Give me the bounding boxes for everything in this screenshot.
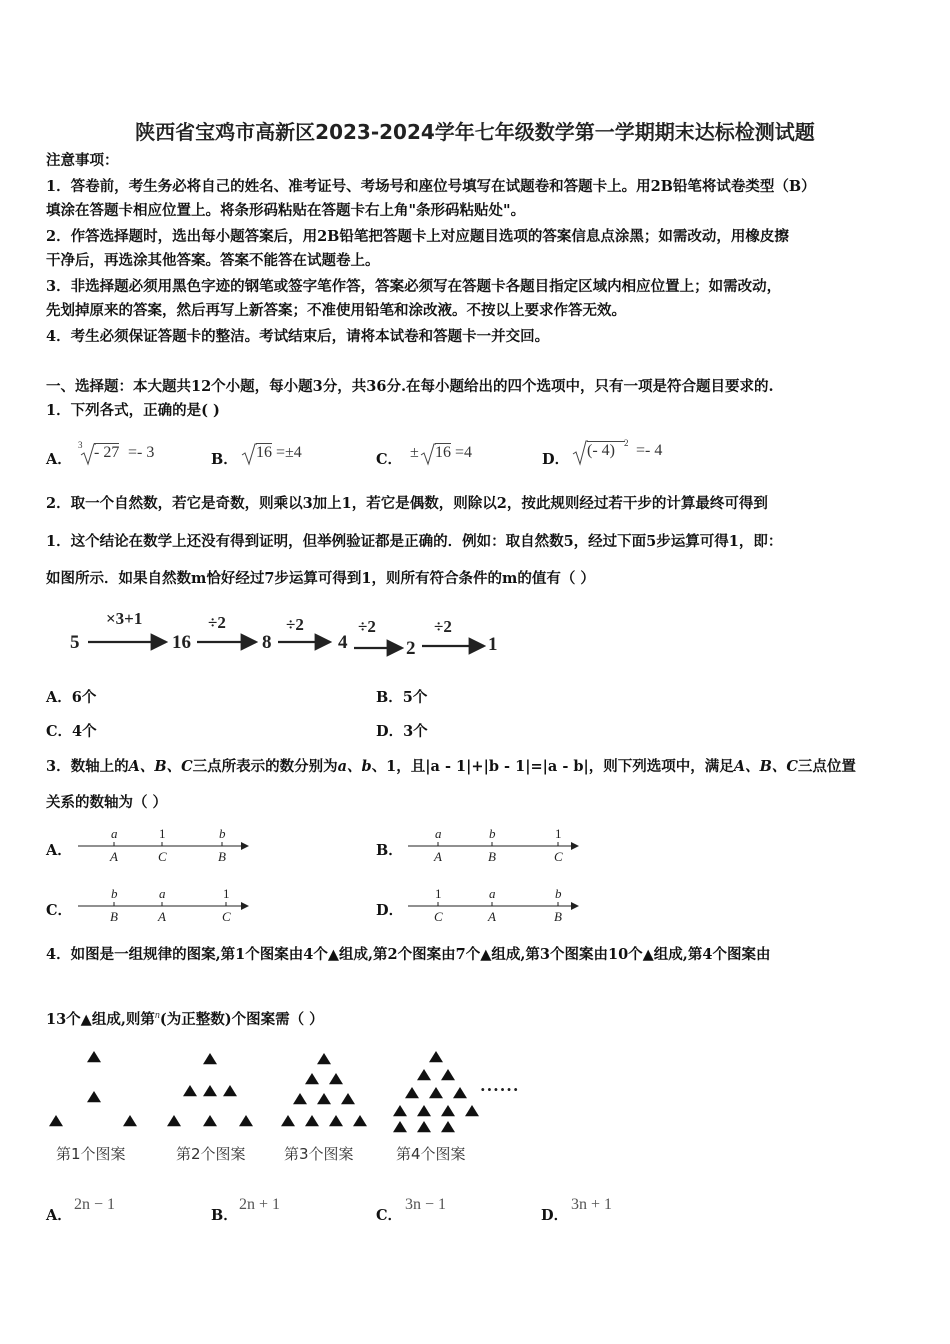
number-line-point: C xyxy=(158,849,167,864)
number-line-point: A xyxy=(110,849,118,864)
triangle-icon xyxy=(441,1069,455,1080)
q4-line1: 4．如图是一组规律的图案,第1个图案由4个▲组成,第2个图案由7个▲组成,第3个图案由10个▲组成,第4个图案由 xyxy=(46,946,771,963)
triangle-icon xyxy=(429,1087,443,1098)
triangle-icon xyxy=(293,1093,307,1104)
q4-caption-4: 第4个图案 xyxy=(396,1145,466,1163)
number-line-point: A xyxy=(158,909,166,924)
number-line-point: C xyxy=(434,909,443,924)
notice-line: 3．非选择题必须用黑色字迹的钢笔或签字笔作答，答案必须写在答题卡各题目指定区域内相应位置上；如需改动， xyxy=(46,278,782,295)
q1-option-c-result: =4 xyxy=(455,444,473,461)
notice-line: 先划掉原来的答案，然后再写上新答案；不准使用铅笔和涂改液。不按以上要求作答无效。 xyxy=(46,302,626,319)
q1-stem: 1．下列各式，正确的是( ) xyxy=(46,402,220,419)
triangle-icon xyxy=(87,1091,101,1102)
radical-sign-icon xyxy=(241,442,257,466)
q4-caption-3: 第3个图案 xyxy=(284,1145,354,1163)
triangle-icon xyxy=(429,1051,443,1062)
q2-line: 如图所示．如果自然数m恰好经过7步运算可得到1，则所有符合条件的m的值有（ ） xyxy=(46,570,595,587)
q4-option-c-expr: 3n − 1 xyxy=(405,1196,447,1213)
q2-option-a: A．6个 xyxy=(46,689,97,706)
notice-line: 2．作答选择题时，选出每小题答案后，用2B铅笔把答题卡上对应题目选项的答案信息点涂黑；如需改动，用橡皮擦 xyxy=(46,228,789,245)
triangle-icon xyxy=(393,1105,407,1116)
q4-text: 13个▲组成,则第 xyxy=(46,1010,155,1028)
q1-option-b-label: B． xyxy=(211,451,238,468)
triangle-icon xyxy=(317,1093,331,1104)
q3-condition: 、1，且|a - 1|+|b - 1|=|a - b|，则下列选项中，满足 xyxy=(371,758,734,775)
triangle-icon xyxy=(441,1105,455,1116)
radical-sign-icon xyxy=(420,442,436,466)
notice-line: 干净后，再选涂其他答案。答案不能答在试题卷上。 xyxy=(46,252,380,269)
q3-line1 xyxy=(46,757,856,777)
number-line-point: B xyxy=(488,849,496,864)
q3-numberline-d xyxy=(400,882,600,928)
q2-line: 1．这个结论在数学上还没有得到证明，但举例验证都是正确的．例如：取自然数5，经过下面5步运算可得1，即： xyxy=(46,533,783,550)
chain-number: 2 xyxy=(406,638,416,659)
number-line-value: a xyxy=(159,886,166,901)
q4-option-a-expr: 2n − 1 xyxy=(74,1196,116,1213)
triangle-icon xyxy=(393,1121,407,1132)
chain-number: 4 xyxy=(338,632,348,653)
number-line-value: 1 xyxy=(435,886,442,901)
q4-option-b-expr: 2n + 1 xyxy=(239,1196,281,1213)
chain-number: 1 xyxy=(488,634,498,655)
number-line-value: a xyxy=(435,826,442,841)
number-line-value: b xyxy=(489,826,496,841)
q3-option-b-label: B． xyxy=(376,842,403,859)
q1-option-d-label: D． xyxy=(542,451,570,468)
q3-option-d-label: D． xyxy=(376,902,404,919)
chain-operation: ÷2 xyxy=(358,617,376,636)
q3-text: 3．数轴上的 xyxy=(46,758,129,775)
q2-option-b: B．5个 xyxy=(376,689,428,706)
triangle-icon xyxy=(239,1115,253,1126)
q1-option-c-radicand: 16 xyxy=(435,444,451,461)
q1-option-a-label: A． xyxy=(46,451,72,468)
triangle-icon xyxy=(405,1087,419,1098)
triangle-icon xyxy=(441,1121,455,1132)
q2-option-c: C．4个 xyxy=(46,723,97,740)
triangle-icon xyxy=(329,1073,343,1084)
triangle-icon xyxy=(305,1115,319,1126)
q1-option-c-label: C． xyxy=(376,451,403,468)
number-line-value: b xyxy=(555,886,562,901)
triangle-icon xyxy=(353,1115,367,1126)
q4-variable: n xyxy=(154,1010,160,1021)
notice-line: 填涂在答题卡相应位置上。将条形码粘贴在答题卡右上角"条形码粘贴处"。 xyxy=(46,202,526,219)
number-line-point: B xyxy=(218,849,226,864)
triangle-icon xyxy=(167,1115,181,1126)
triangle-icon xyxy=(317,1053,331,1064)
q4-option-d-expr: 3n + 1 xyxy=(571,1196,613,1213)
q3-numberline-c xyxy=(70,882,270,928)
notice-line: 1．答卷前，考生务必将自己的姓名、准考证号、考场号和座位号填写在试题卷和答题卡上。用2B铅笔将试卷类型（B） xyxy=(46,178,816,195)
q3-numberline-b xyxy=(400,822,600,868)
q1-option-d-result: =- 4 xyxy=(636,442,663,459)
q1-option-a-index: 3 xyxy=(78,440,83,450)
triangle-icon xyxy=(49,1115,63,1126)
number-line-value: a xyxy=(489,886,496,901)
q3-text: 三点位置 xyxy=(797,758,856,775)
q4-caption-1: 第1个图案 xyxy=(56,1145,126,1163)
number-line-point: A xyxy=(488,909,496,924)
section-heading: 一、选择题：本大题共12个小题，每小题3分，共36分.在每小题给出的四个选项中，只有一项是符合题目要求的. xyxy=(46,378,774,395)
number-line-value: b xyxy=(111,886,118,901)
q1-option-d-radicand: (- 4) xyxy=(587,441,625,460)
q4-text: (为正整数)个图案需（ ） xyxy=(159,1010,324,1028)
q1-option-a-result: =- 3 xyxy=(128,444,155,461)
number-line-value: a xyxy=(111,826,118,841)
triangle-icon xyxy=(203,1115,217,1126)
triangle-icon xyxy=(417,1105,431,1116)
q2-option-d: D．3个 xyxy=(376,723,428,740)
number-line-point: B xyxy=(554,909,562,924)
q3-vars: a、b xyxy=(337,758,372,775)
number-line-point: C xyxy=(554,849,563,864)
q2-operation-chain xyxy=(60,610,520,662)
number-line-value: b xyxy=(219,826,226,841)
q4-option-b-label: B． xyxy=(211,1207,238,1224)
triangle-icon xyxy=(203,1085,217,1096)
chain-operation: ÷2 xyxy=(208,613,226,632)
triangle-icon xyxy=(329,1115,343,1126)
q4-ellipsis: ······ xyxy=(480,1080,520,1099)
q1-option-a-radicand: - 27 xyxy=(94,444,120,461)
number-line-value: 1 xyxy=(159,826,166,841)
number-line-point: A xyxy=(434,849,442,864)
radical-sign-icon xyxy=(572,440,588,466)
q4-option-a-label: A． xyxy=(46,1207,72,1224)
q3-text: 三点所表示的数分别为 xyxy=(192,758,338,775)
chain-number: 8 xyxy=(262,632,272,653)
q4-line2 xyxy=(46,1006,324,1030)
q3-line2: 关系的数轴为（ ） xyxy=(46,794,168,811)
notice-line: 4．考生必须保证答题卡的整洁。考试结束后，请将本试卷和答题卡一并交回。 xyxy=(46,328,550,345)
q1-option-d-exponent: 2 xyxy=(624,438,629,448)
q2-line: 2．取一个自然数，若它是奇数，则乘以3加上1，若它是偶数，则除以2，按此规则经过若干步的计算最终可得到 xyxy=(46,495,768,512)
number-line-value: 1 xyxy=(555,826,562,841)
q3-points: A、B、C xyxy=(733,758,798,775)
triangle-icon xyxy=(123,1115,137,1126)
q1-option-c-sign: ± xyxy=(410,444,419,461)
chain-operation: ×3+1 xyxy=(106,610,143,628)
q3-option-a-label: A． xyxy=(46,842,72,859)
chain-number: 16 xyxy=(172,632,191,653)
q3-numberline-a xyxy=(70,822,270,868)
chain-number: 5 xyxy=(70,632,80,653)
q4-option-c-label: C． xyxy=(376,1207,403,1224)
triangle-icon xyxy=(203,1053,217,1064)
triangle-icon xyxy=(305,1073,319,1084)
q1-option-b-result: =±4 xyxy=(276,444,302,461)
q3-option-c-label: C． xyxy=(46,902,73,919)
triangle-icon xyxy=(281,1115,295,1126)
triangle-icon xyxy=(417,1069,431,1080)
notice-heading: 注意事项： xyxy=(46,152,119,169)
chain-operation: ÷2 xyxy=(286,615,304,634)
q4-option-d-label: D． xyxy=(541,1207,569,1224)
number-line-point: C xyxy=(222,909,231,924)
q4-caption-2: 第2个图案 xyxy=(176,1145,246,1163)
number-line-value: 1 xyxy=(223,886,230,901)
triangle-icon xyxy=(341,1093,355,1104)
triangle-icon xyxy=(87,1051,101,1062)
triangle-icon xyxy=(453,1087,467,1098)
q1-options xyxy=(46,440,906,474)
q1-option-b-radicand: 16 xyxy=(256,444,272,461)
page-title: 陕西省宝鸡市高新区2023-2024学年七年级数学第一学期期末达标检测试题 xyxy=(135,120,815,144)
q3-points: A、B、C xyxy=(128,758,193,775)
triangle-icon xyxy=(417,1121,431,1132)
number-line-point: B xyxy=(110,909,118,924)
chain-operation: ÷2 xyxy=(434,617,452,636)
triangle-icon xyxy=(465,1105,479,1116)
triangle-icon xyxy=(183,1085,197,1096)
triangle-icon xyxy=(223,1085,237,1096)
